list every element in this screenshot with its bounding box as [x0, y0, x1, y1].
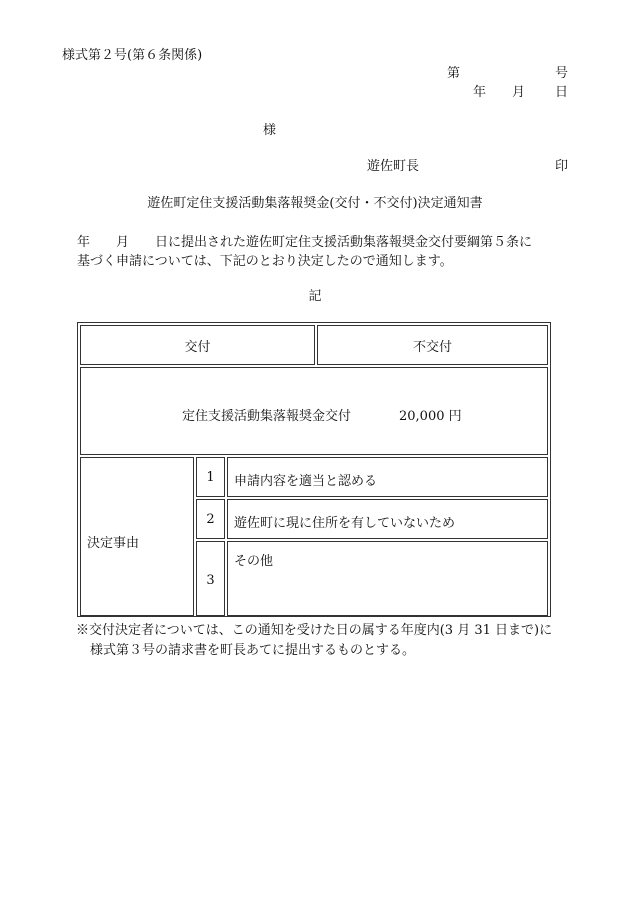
number-prefix: 第 [447, 66, 461, 81]
reason-text: その他 [234, 554, 274, 569]
reason-number: 2 [206, 512, 215, 527]
body-paragraph [77, 233, 557, 271]
reason-text-cell [227, 457, 548, 497]
reason-text-cell [227, 499, 548, 539]
body-line-2: 基づく申請については、下記のとおり決定したので通知します。 [77, 254, 453, 269]
date-day: 日 [554, 85, 568, 100]
kofu-cell [80, 325, 315, 365]
reason-number-cell [196, 457, 225, 497]
reason-number-cell [196, 499, 225, 539]
decision-table [77, 322, 551, 617]
reason-text: 遊佐町に現に住所を有していないため [234, 516, 456, 531]
reason-text-cell [227, 541, 548, 616]
reason-number-cell [196, 541, 225, 616]
ki-heading: 記 [308, 289, 322, 304]
reason-text: 申請内容を適当と認める [234, 474, 378, 489]
number-suffix: 号 [554, 66, 568, 81]
amount-cell [80, 367, 548, 455]
footnote-line-1: ※交付決定者については、この通知を受けた日の属する年度内(3 月 31 日まで)に [76, 623, 553, 638]
addressee-honorific: 様 [263, 123, 277, 138]
sender-name: 遊佐町長 [367, 159, 420, 174]
footnote [76, 621, 552, 661]
footnote-line-2: 様式第３号の請求書を町長あてに提出するものとする。 [90, 643, 416, 658]
body-line-1: 年 月 日に提出された遊佐町定住支援活動集落報奨金交付要綱第５条に [77, 235, 533, 250]
reason-number: 3 [206, 573, 215, 588]
fukofu-label: 不交付 [412, 339, 452, 355]
amount-label: 定住支援活動集落報奨金交付 [182, 409, 352, 424]
form-number-label: 様式第２号(第６条関係) [62, 48, 203, 63]
document-title: 遊佐町定住支援活動集落報奨金(交付・不交付)決定通知書 [147, 196, 483, 211]
reason-number: 1 [206, 470, 215, 485]
reason-label: 決定事由 [87, 536, 140, 551]
reason-label-cell [80, 457, 194, 616]
kofu-label: 交付 [184, 339, 211, 355]
seal-mark: 印 [554, 159, 568, 174]
amount-value: 20,000 円 [399, 409, 462, 424]
date-year: 年 [473, 85, 487, 100]
date-month: 月 [512, 85, 526, 100]
fukofu-cell [317, 325, 548, 365]
